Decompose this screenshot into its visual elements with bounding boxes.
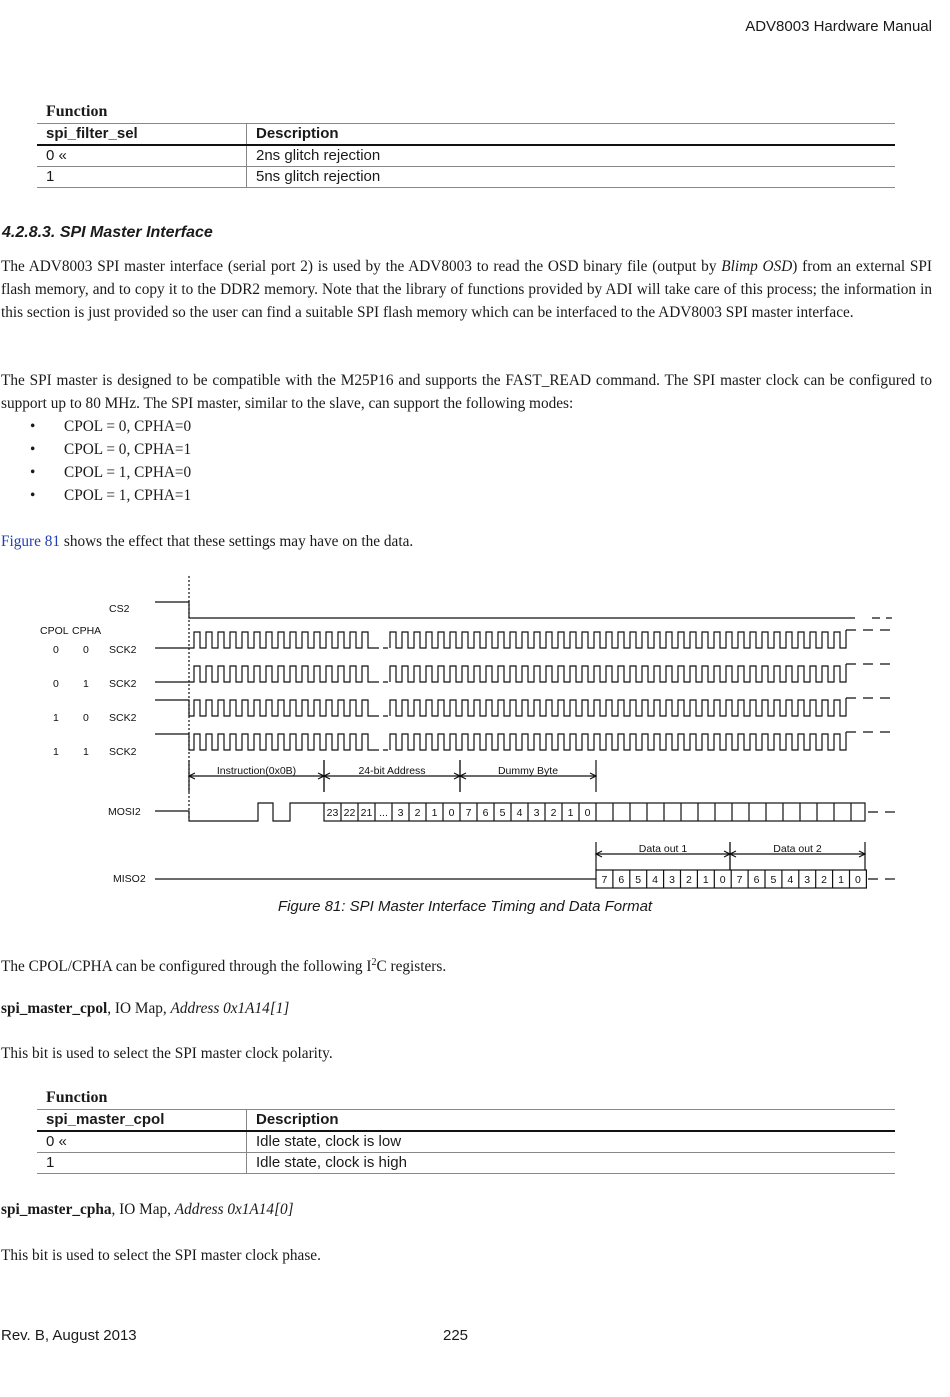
list-item: • CPOL = 0, CPHA=1 <box>30 438 191 461</box>
miso2-bit-label: 2 <box>821 874 828 886</box>
sck2-waveform-part2 <box>390 698 846 716</box>
cs2-label: CS2 <box>109 603 130 615</box>
intro-text-start: The ADV8003 SPI master interface (serial port 2) is used by the ADV8003 to read the OSD binary file (output by <box>1 258 722 275</box>
mosi2-instruction-waveform <box>155 803 324 821</box>
register-address: Address 0x1A14[0] <box>174 1201 294 1218</box>
table-cell: 0 « <box>37 146 247 166</box>
miso2-bit-label: 3 <box>669 874 675 886</box>
sck2-label: SCK2 <box>109 712 137 724</box>
address-phase-label: 24-bit Address <box>358 765 426 777</box>
miso2-bit-label: 2 <box>685 874 692 886</box>
cpol-column-header: CPOL <box>40 625 69 637</box>
table-cell: 0 « <box>37 1132 247 1152</box>
miso2-bit-label: 5 <box>770 874 777 886</box>
miso2-bit-label: 4 <box>787 874 794 886</box>
spi-timing-diagram <box>0 570 950 900</box>
modes-list <box>30 415 191 507</box>
table-row <box>37 146 895 167</box>
data-out-1-label: Data out 1 <box>638 843 688 855</box>
cpha-value: 1 <box>83 678 89 690</box>
figure-81-link[interactable]: Figure 81 <box>1 533 61 550</box>
miso2-bit-label: 3 <box>804 874 811 886</box>
mosi2-bit-label: 3 <box>397 807 404 819</box>
footer-page-number: 225 <box>443 1327 469 1344</box>
mosi2-bit-label: 1 <box>567 807 574 819</box>
mosi2-bit-label: 6 <box>482 807 489 819</box>
cpha-value: 1 <box>83 746 89 758</box>
table-cell: 1 <box>37 167 247 187</box>
spi-master-cpol-table <box>37 1089 895 1174</box>
sck2-label: SCK2 <box>109 644 137 656</box>
instruction-phase-label: Instruction(0x0B) <box>216 765 297 777</box>
table-header-cell: spi_filter_sel <box>37 124 247 144</box>
mosi2-bit-label: 1 <box>431 807 438 819</box>
mosi2-label: MOSI2 <box>108 806 141 818</box>
sck2-waveform-part2 <box>390 732 846 750</box>
dummy-phase-label: Dummy Byte <box>497 765 559 777</box>
sck2-waveform-part1 <box>155 734 374 750</box>
sck2-waveform-part1 <box>155 632 374 648</box>
mosi2-bit-label: ... <box>379 807 388 819</box>
cpha-column-header: CPHA <box>72 625 102 637</box>
table-cell: Idle state, clock is high <box>256 1154 407 1171</box>
mosi2-bit-label: 5 <box>499 807 506 819</box>
table-row <box>37 1153 895 1174</box>
table-row <box>37 1132 895 1153</box>
miso2-label: MISO2 <box>113 873 146 885</box>
spi-filter-sel-table <box>37 103 895 188</box>
modes-paragraph: The SPI master is designed to be compatible with the M25P16 and supports the FAST_READ command. The SPI master clock can be configured to support up to 80 MHz. The SPI master, similar to the slave, can support the following modes: <box>1 372 932 412</box>
intro-text-italic: Blimp OSD <box>721 258 793 275</box>
figure-reference-paragraph <box>1 530 932 553</box>
intro-text-end: ) from an external SPI flash memory, and to copy it to the DDR2 memory. Note that the library of functions provided by ADI will take care of this process; the information in this section is just provided so the user can find a suitable SPI flash memory which can be interfaced to the ADV8003 SPI master interface. <box>1 258 932 321</box>
figure-caption: Figure 81: SPI Master Interface Timing and Data Format <box>277 898 653 915</box>
data-out-2-label: Data out 2 <box>773 843 822 855</box>
table-cell: Idle state, clock is low <box>256 1133 402 1150</box>
table-cell: 1 <box>37 1153 247 1173</box>
intro-paragraph <box>1 255 932 324</box>
miso2-bit-label: 6 <box>618 874 625 886</box>
mosi2-bit-label: 0 <box>584 807 591 819</box>
cpha-value: 0 <box>83 712 89 724</box>
list-item: • CPOL = 0, CPHA=0 <box>30 415 191 438</box>
register-name: spi_master_cpha <box>1 1201 112 1218</box>
cpol-value: 0 <box>53 678 59 690</box>
mosi2-bit-label: 2 <box>414 807 421 819</box>
footer-revision: Rev. B, August 2013 <box>1 1327 137 1344</box>
config-text-start: The CPOL/CPHA can be configured through the following I <box>1 958 372 976</box>
table-header-cell: spi_master_cpol <box>37 1110 247 1130</box>
table-header-cell: Description <box>256 1111 339 1128</box>
register-name: spi_master_cpol <box>1 1000 108 1017</box>
miso2-bit-label: 6 <box>753 874 760 886</box>
table-cell: 5ns glitch rejection <box>256 168 381 185</box>
table-header-row <box>37 1109 895 1132</box>
miso2-bit-label: 1 <box>702 874 709 886</box>
register-cpha-description: This bit is used to select the SPI master clock phase. <box>1 1247 321 1264</box>
sck2-waveform-part1 <box>155 666 374 682</box>
config-text-end: C registers. <box>376 958 447 976</box>
miso2-bit-label: 7 <box>601 874 608 886</box>
mosi2-bit-label: 2 <box>550 807 557 819</box>
sck2-label: SCK2 <box>109 746 137 758</box>
section-heading: 4.2.8.3. SPI Master Interface <box>2 224 213 241</box>
figure-reference-text: shows the effect that these settings may have on the data. <box>60 533 414 550</box>
cpha-value: 0 <box>83 644 89 656</box>
register-cpha-line <box>1 1198 932 1221</box>
list-item: • CPOL = 1, CPHA=1 <box>30 484 191 507</box>
register-map: , IO Map, <box>111 1201 175 1218</box>
table-header-cell: Description <box>256 125 339 142</box>
table-row <box>37 167 895 188</box>
mosi2-bit-label: 23 <box>326 807 339 819</box>
table-cell: 2ns glitch rejection <box>256 147 381 164</box>
miso2-bit-label: 0 <box>854 874 861 886</box>
mosi2-bit-label: 22 <box>343 807 356 819</box>
mosi2-bit-label: 3 <box>533 807 540 819</box>
register-address: Address 0x1A14[1] <box>170 1000 290 1017</box>
list-item: • CPOL = 1, CPHA=0 <box>30 461 191 484</box>
mosi2-bit-label: 0 <box>448 807 455 819</box>
sck2-label: SCK2 <box>109 678 137 690</box>
mosi2-bit-label: 21 <box>360 807 373 819</box>
miso2-bit-label: 0 <box>719 874 726 886</box>
mosi2-data-frame <box>324 803 865 821</box>
cpol-value: 1 <box>53 746 59 758</box>
table-function-label: Function <box>46 1089 108 1106</box>
sck2-waveform-part1 <box>155 700 374 716</box>
miso2-bit-label: 4 <box>652 874 659 886</box>
sck2-waveform-part2 <box>390 664 846 682</box>
register-cpol-line <box>1 997 932 1020</box>
cpol-value: 0 <box>53 644 59 656</box>
table-header-row <box>37 123 895 146</box>
cs2-waveform <box>155 602 855 618</box>
miso2-bit-label: 5 <box>635 874 642 886</box>
table-function-label: Function <box>46 103 108 120</box>
mosi2-bit-label: 7 <box>465 807 472 819</box>
miso2-bit-label: 7 <box>736 874 743 886</box>
config-text-superscript: 2 <box>371 957 377 968</box>
page-header-title: ADV8003 Hardware Manual <box>745 18 932 35</box>
register-cpol-description: This bit is used to select the SPI master clock polarity. <box>1 1045 333 1062</box>
miso2-bit-label: 1 <box>838 874 844 886</box>
cpol-value: 1 <box>53 712 59 724</box>
register-map: , IO Map, <box>107 1000 171 1017</box>
sck2-waveform-part2 <box>390 630 846 648</box>
config-paragraph <box>1 951 932 978</box>
mosi2-bit-label: 4 <box>516 807 523 819</box>
